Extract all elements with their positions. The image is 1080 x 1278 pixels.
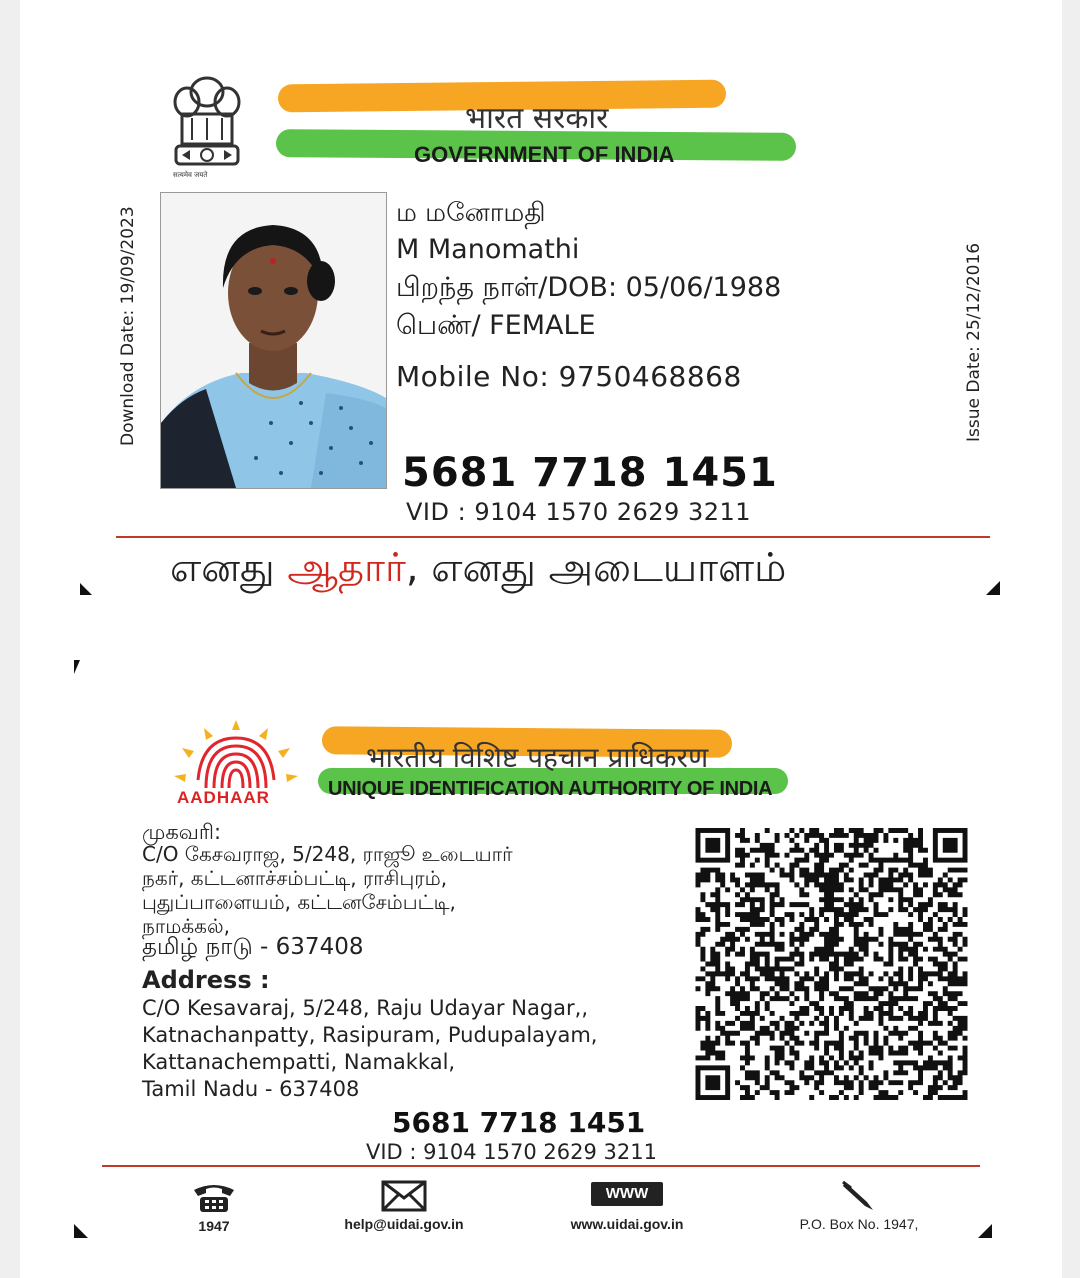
qr-finder-pattern bbox=[696, 1065, 731, 1100]
english-title: UNIQUE IDENTIFICATION AUTHORITY OF INDIA bbox=[328, 778, 773, 800]
name-tamil: ம மனோமதி bbox=[396, 198, 546, 228]
address-tamil-line: C/O கேசவராஜ, 5/248, ராஜூ உடையார் bbox=[142, 842, 513, 866]
slogan bbox=[170, 545, 786, 596]
address-english-line: Tamil Nadu - 637408 bbox=[142, 1077, 360, 1101]
email-address: help@uidai.gov.in bbox=[344, 1216, 464, 1232]
vid-number: VID : 9104 1570 2629 3211 bbox=[406, 498, 752, 526]
corner-mark bbox=[74, 1224, 88, 1238]
slogan-part1: எனது bbox=[170, 545, 288, 591]
phone-number: 1947 bbox=[198, 1218, 230, 1234]
person-photo-icon bbox=[161, 193, 386, 488]
address-tamil-line: தமிழ் நாடு - 637408 bbox=[142, 934, 364, 960]
national-emblem-icon bbox=[162, 70, 252, 185]
corner-mark bbox=[80, 583, 92, 595]
mobile-number: Mobile No: 9750468868 bbox=[396, 360, 742, 393]
pobox-text: P.O. Box No. 1947, bbox=[799, 1216, 919, 1232]
aadhaar-logo-icon bbox=[166, 718, 306, 798]
aadhaar-card-front bbox=[80, 30, 1000, 595]
name-english: M Manomathi bbox=[396, 234, 580, 265]
aadhaar-number: 5681 7718 1451 bbox=[392, 1106, 646, 1139]
corner-mark bbox=[978, 1224, 992, 1238]
corner-mark bbox=[74, 660, 80, 674]
corner-mark bbox=[986, 581, 1000, 595]
qr-modules bbox=[696, 828, 968, 1100]
address-tamil-label: முகவரி: bbox=[142, 820, 222, 844]
red-divider bbox=[102, 1165, 980, 1167]
hindi-title: भारत सरकार bbox=[465, 101, 609, 136]
footer-email bbox=[329, 1180, 479, 1232]
envelope-icon bbox=[381, 1180, 427, 1212]
address-tamil-line: புதுப்பாளையம், கட்டனசேம்பட்டி, bbox=[142, 890, 456, 914]
footer-pobox bbox=[779, 1178, 939, 1232]
address-english-label: Address : bbox=[142, 966, 270, 994]
slogan-highlight: ஆதார் bbox=[287, 545, 406, 591]
address-english-line: C/O Kesavaraj, 5/248, Raju Udayar Nagar,, bbox=[142, 996, 589, 1020]
date-of-birth: பிறந்த நாள்/DOB: 05/06/1988 bbox=[396, 272, 782, 303]
aadhaar-logo-text: AADHAAR bbox=[177, 788, 270, 807]
address-tamil-line: நாமக்கல், bbox=[142, 914, 230, 938]
qr-finder-pattern bbox=[696, 828, 731, 863]
english-title: GOVERNMENT OF INDIA bbox=[414, 142, 675, 167]
red-divider bbox=[116, 536, 990, 538]
qr-code bbox=[694, 828, 969, 1100]
download-date: Download Date: 19/09/2023 bbox=[118, 206, 138, 446]
issue-date: Issue Date: 25/12/2016 bbox=[964, 242, 984, 442]
vid-number: VID : 9104 1570 2629 3211 bbox=[366, 1140, 657, 1164]
telephone-icon bbox=[190, 1180, 238, 1214]
www-badge-icon: WWW bbox=[591, 1182, 663, 1206]
aadhaar-card-back bbox=[74, 660, 992, 1238]
hindi-title: भारतीय विशिष्ट पहचान प्राधिकरण bbox=[366, 741, 709, 774]
pen-nib-icon bbox=[839, 1178, 879, 1212]
gender: பெண்/ FEMALE bbox=[396, 310, 596, 341]
address-english-line: Kattanachempatti, Namakkal, bbox=[142, 1050, 456, 1074]
slogan-part2: , எனது அடையாளம் bbox=[405, 545, 787, 591]
address-english-line: Katnachanpatty, Rasipuram, Pudupalayam, bbox=[142, 1023, 598, 1047]
aadhaar-number: 5681 7718 1451 bbox=[402, 450, 778, 496]
footer-phone bbox=[184, 1180, 244, 1234]
emblem-motto: सत्यमेव जयते bbox=[173, 171, 208, 179]
website-url: www.uidai.gov.in bbox=[570, 1216, 684, 1232]
address-tamil-line: நகர், கட்டனாச்சம்பட்டி, ராசிபுரம், bbox=[142, 866, 448, 890]
footer-website bbox=[552, 1182, 702, 1232]
qr-finder-pattern bbox=[933, 828, 968, 863]
holder-photo bbox=[160, 192, 387, 489]
